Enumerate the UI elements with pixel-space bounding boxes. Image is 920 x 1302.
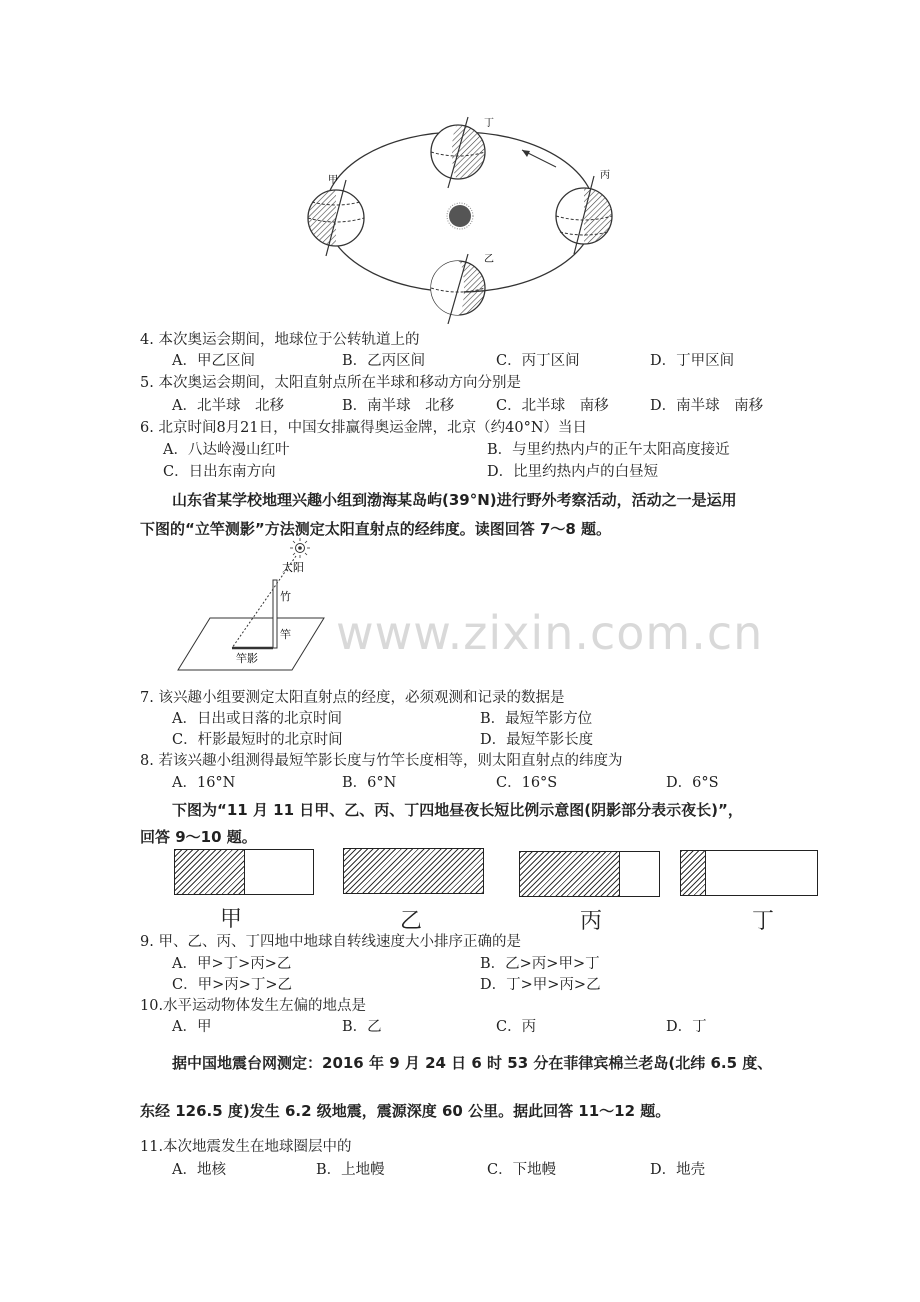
- q8-option-a[interactable]: A．16°N: [172, 775, 236, 791]
- q4-stem: 4. 本次奥运会期间，地球位于公转轨道上的: [140, 332, 420, 348]
- q9-option-a[interactable]: A．甲>丁>丙>乙: [172, 956, 292, 972]
- q7-option-d[interactable]: D．最短竿影长度: [480, 732, 594, 748]
- q5-option-a[interactable]: A．北半球 北移: [172, 398, 284, 414]
- q5-option-d[interactable]: D．南半球 南移: [650, 398, 764, 414]
- sun-symbol: [290, 538, 310, 558]
- label-bamboo: 竹: [280, 590, 291, 603]
- day-night-box-yi: [343, 848, 484, 894]
- intro-11-12-line2: 东经 126.5 度)发生 6.2 级地震，震源深度 60 公里。据此回答 11～12 题。: [140, 1102, 671, 1120]
- q6-stem: 6. 北京时间8月21日，中国女排赢得奥运金牌，北京（约40°N）当日: [140, 420, 588, 436]
- q11-option-b[interactable]: B．上地幔: [316, 1162, 385, 1178]
- q7-option-b[interactable]: B．最短竿影方位: [480, 711, 593, 727]
- label-jia: 甲: [328, 175, 338, 186]
- q9-option-b[interactable]: B．乙>丙>甲>丁: [480, 956, 600, 972]
- q11-option-a[interactable]: A．地核: [172, 1162, 226, 1178]
- orbit-diagram: [300, 112, 630, 324]
- night-portion: [681, 851, 706, 895]
- q6-option-d[interactable]: D．比里约热内卢的白昼短: [487, 464, 659, 480]
- watermark: www.zixin.com.cn: [336, 606, 764, 660]
- box-label-jia: 甲: [220, 907, 243, 932]
- earth-jia: [308, 180, 364, 256]
- q11-stem: 11.本次地震发生在地球圈层中的: [140, 1139, 352, 1155]
- q9-stem: 9. 甲、乙、丙、丁四地中地球自转线速度大小排序正确的是: [140, 934, 521, 950]
- earth-yi: [431, 254, 485, 324]
- q8-option-b[interactable]: B．6°N: [342, 775, 397, 791]
- q4-option-d[interactable]: D．丁甲区间: [650, 353, 735, 369]
- intro-9-10-line1: 下图为“11 月 11 日甲、乙、丙、丁四地昼夜长短比例示意图(阴影部分表示夜长)”，: [172, 801, 743, 819]
- sun-icon: [449, 205, 471, 227]
- pole-shadow-diagram: [172, 536, 332, 672]
- label-ding: 丁: [484, 118, 494, 129]
- q6-option-b[interactable]: B．与里约热内卢的正午太阳高度接近: [487, 442, 730, 458]
- q5-option-b[interactable]: B．南半球 北移: [342, 398, 455, 414]
- earth-ding: [431, 117, 485, 188]
- intro-7-8-line1: 山东省某学校地理兴趣小组到渤海某岛屿(39°N)进行野外考察活动，活动之一是运用: [172, 491, 737, 509]
- q9-option-c[interactable]: C．甲>丙>丁>乙: [172, 977, 293, 993]
- day-night-box-jia: [174, 849, 314, 895]
- q6-option-c[interactable]: C．日出东南方向: [163, 464, 276, 480]
- box-label-ding: 丁: [752, 909, 775, 934]
- q10-option-b[interactable]: B．乙: [342, 1019, 382, 1035]
- q5-stem: 5. 本次奥运会期间，太阳直射点所在半球和移动方向分别是: [140, 375, 521, 391]
- q10-stem: 10.水平运动物体发生左偏的地点是: [140, 998, 367, 1014]
- label-bing: 丙: [600, 170, 610, 181]
- label-shadow: 竿影: [236, 652, 258, 665]
- q6-option-a[interactable]: A．八达岭漫山红叶: [163, 442, 290, 458]
- q7-option-a[interactable]: A．日出或日落的北京时间: [172, 711, 342, 727]
- night-portion: [175, 850, 245, 894]
- box-label-bing: 丙: [580, 909, 603, 934]
- q8-option-c[interactable]: C．16°S: [496, 775, 558, 791]
- q5-option-c[interactable]: C．北半球 南移: [496, 398, 609, 414]
- q4-option-b[interactable]: B．乙丙区间: [342, 353, 426, 369]
- q10-option-a[interactable]: A．甲: [172, 1019, 212, 1035]
- intro-7-8-line2: 下图的“立竿测影”方法测定太阳直射点的经纬度。读图回答 7～8 题。: [140, 520, 612, 538]
- q9-option-d[interactable]: D．丁>甲>丙>乙: [480, 977, 601, 993]
- day-night-box-ding: [680, 850, 818, 896]
- q10-option-c[interactable]: C．丙: [496, 1019, 537, 1035]
- q11-option-c[interactable]: C．下地幔: [487, 1162, 557, 1178]
- night-portion: [344, 849, 483, 893]
- label-yi: 乙: [484, 254, 494, 265]
- intro-11-12-line1: 据中国地震台网测定：2016 年 9 月 24 日 6 时 53 分在菲律宾棉兰老岛(北纬 6.5 度、: [172, 1054, 773, 1072]
- label-sun: 太阳: [282, 561, 304, 574]
- q11-option-d[interactable]: D．地壳: [650, 1162, 706, 1178]
- earth-bing: [556, 176, 612, 254]
- day-night-box-bing: [519, 851, 660, 897]
- box-label-yi: 乙: [400, 909, 423, 934]
- q7-option-c[interactable]: C．杆影最短时的北京时间: [172, 732, 343, 748]
- night-portion: [520, 852, 620, 896]
- q10-option-d[interactable]: D．丁: [666, 1019, 707, 1035]
- q8-stem: 8. 若该兴趣小组测得最短竿影长度与竹竿长度相等，则太阳直射点的纬度为: [140, 753, 623, 769]
- q4-option-a[interactable]: A．甲乙区间: [172, 353, 255, 369]
- q8-option-d[interactable]: D．6°S: [666, 775, 719, 791]
- q4-option-c[interactable]: C．丙丁区间: [496, 353, 580, 369]
- q7-stem: 7. 该兴趣小组要测定太阳直射点的经度，必须观测和记录的数据是: [140, 690, 565, 706]
- label-pole: 竿: [280, 628, 291, 641]
- intro-9-10-line2: 回答 9～10 题。: [140, 828, 257, 846]
